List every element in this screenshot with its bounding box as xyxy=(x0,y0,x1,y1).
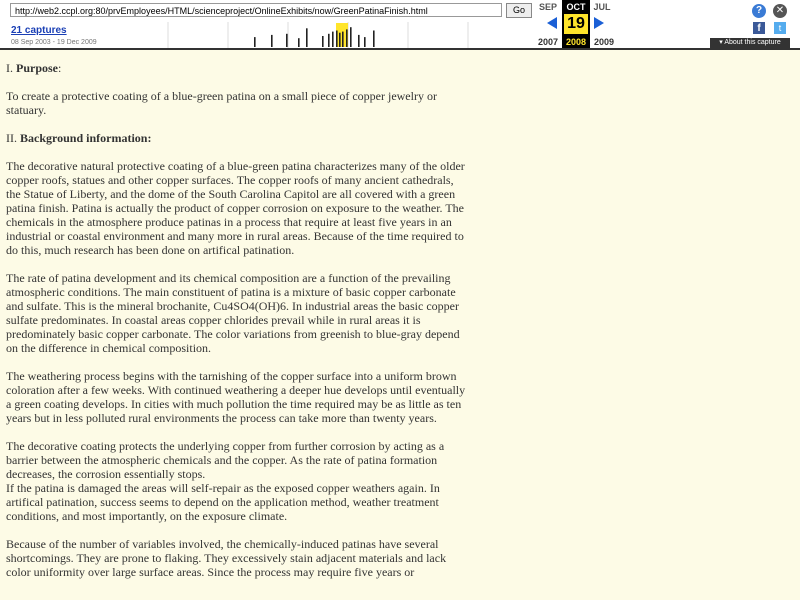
next-year-label[interactable]: 2009 xyxy=(593,37,615,47)
paragraph: The rate of patina development and its chemical composition are a function of the prevailing atmospheric conditions. The main constituent of patina is a mixture of basic copper carbonate and sulfate. This is the mineral brochanite, Cu4SO4(OH)6. In industrial areas the basic copper sulfate predominates. In coastal areas copper chlorides prevail while in rural areas it is predominately basic copper carbonate. The color variations from greenish to blue-gray depend on the difference in chemical composition. xyxy=(6,271,460,355)
background-heading xyxy=(6,131,468,145)
url-input[interactable]: http://web2.ccpl.org:80/prvEmployees/HTML/scienceproject/OnlineExhibits/now/GreenPatinaFinish.html xyxy=(10,3,502,17)
capture-bar[interactable] xyxy=(286,34,288,47)
paragraph: Because of the number of variables involved, the chemically-induced patinas have several shortcomings. They are prone to flaking. They excessively stain adjacent materials and lack color uniformity over large surface areas. Since the process may require five years or xyxy=(6,537,447,579)
capture-bar[interactable] xyxy=(336,31,338,48)
purpose-heading xyxy=(6,61,468,75)
capture-bar[interactable] xyxy=(322,36,324,47)
purpose-colon: : xyxy=(58,61,62,75)
paragraph: The decorative coating protects the underlying copper from further corrosion by acting as a barrier between the atmospheric chemicals and the copper. As the rate of patina formation decreases, the corrosion essentially stops. xyxy=(6,439,445,481)
paragraph: The decorative natural protective coating of a blue-green patina characterizes many of the older copper roofs, statues and other copper surfaces. The copper roofs of many ancient cathedrals, the Statue of Liberty, and the dome of the South Carolina Capitol are all covered with a green patina finish. Patina is actually the product of copper corrosion on exposure to the weather. The chemicals in the atmosphere produce patinas in a process that require at least five years in an industrial or coastal environment and many more in rural areas. Because of the time required to do this, much research has been done on artifical patination. xyxy=(6,159,465,257)
capture-date-range: 08 Sep 2003 - 19 Dec 2009 xyxy=(11,39,97,46)
purpose-number: I. xyxy=(6,61,16,75)
go-button[interactable]: Go xyxy=(506,3,532,18)
capture-bar[interactable] xyxy=(271,35,273,47)
capture-bar[interactable] xyxy=(332,32,334,47)
capture-bar[interactable] xyxy=(306,28,308,47)
purpose-heading-text: Purpose xyxy=(16,61,58,75)
capture-bar[interactable] xyxy=(328,34,330,47)
current-capture-date xyxy=(562,0,590,48)
capture-bar[interactable] xyxy=(342,32,344,47)
document-body xyxy=(6,61,468,593)
capture-bar[interactable] xyxy=(358,35,360,47)
next-month-label[interactable]: JUL xyxy=(593,2,611,12)
captures-link[interactable]: 21 captures xyxy=(11,25,67,36)
capture-bar[interactable] xyxy=(373,31,375,48)
current-month-label: OCT xyxy=(566,2,586,12)
twitter-icon[interactable]: t xyxy=(774,22,786,34)
prev-month-label[interactable]: SEP xyxy=(538,2,557,12)
close-icon[interactable]: ✕ xyxy=(773,4,787,18)
purpose-text: To create a protective coating of a blue-green patina on a small piece of copper jewelry or statuary. xyxy=(6,89,437,117)
capture-bar[interactable] xyxy=(364,37,366,47)
background-number: II. xyxy=(6,131,20,145)
wayback-toolbar xyxy=(0,0,800,50)
prev-capture-arrow-icon[interactable] xyxy=(547,17,557,29)
paragraph: If the patina is damaged the areas will self-repair as the exposed copper weathers again. In artifical patination, success seems to depend on the application method, weather treatment conditions, and most importantly, on the exposure climate. xyxy=(6,481,440,523)
background-heading-text: Background information: xyxy=(20,131,152,145)
current-year-label: 2008 xyxy=(565,37,587,47)
next-capture-arrow-icon[interactable] xyxy=(594,17,604,29)
help-icon[interactable]: ? xyxy=(752,4,766,18)
capture-bar[interactable] xyxy=(254,37,256,47)
current-day-label: 19 xyxy=(564,14,588,34)
prev-year-label[interactable]: 2007 xyxy=(537,37,559,47)
capture-bar[interactable] xyxy=(346,29,348,47)
paragraph: The weathering process begins with the tarnishing of the copper surface into a uniform brown coloration after a few weeks. With continued weathering a deeper hue develops until eventually a green coating develops. In cities with much pollution the time required may be as little as ten years but in less polluted rural environments the process can take more than twenty years. xyxy=(6,369,466,425)
capture-sparkline[interactable] xyxy=(108,22,528,48)
capture-bar[interactable] xyxy=(339,33,341,47)
capture-bar[interactable] xyxy=(298,38,300,47)
capture-bar[interactable] xyxy=(350,27,352,47)
about-capture-button[interactable]: ▾ About this capture xyxy=(710,38,790,48)
facebook-icon[interactable]: f xyxy=(753,22,765,34)
